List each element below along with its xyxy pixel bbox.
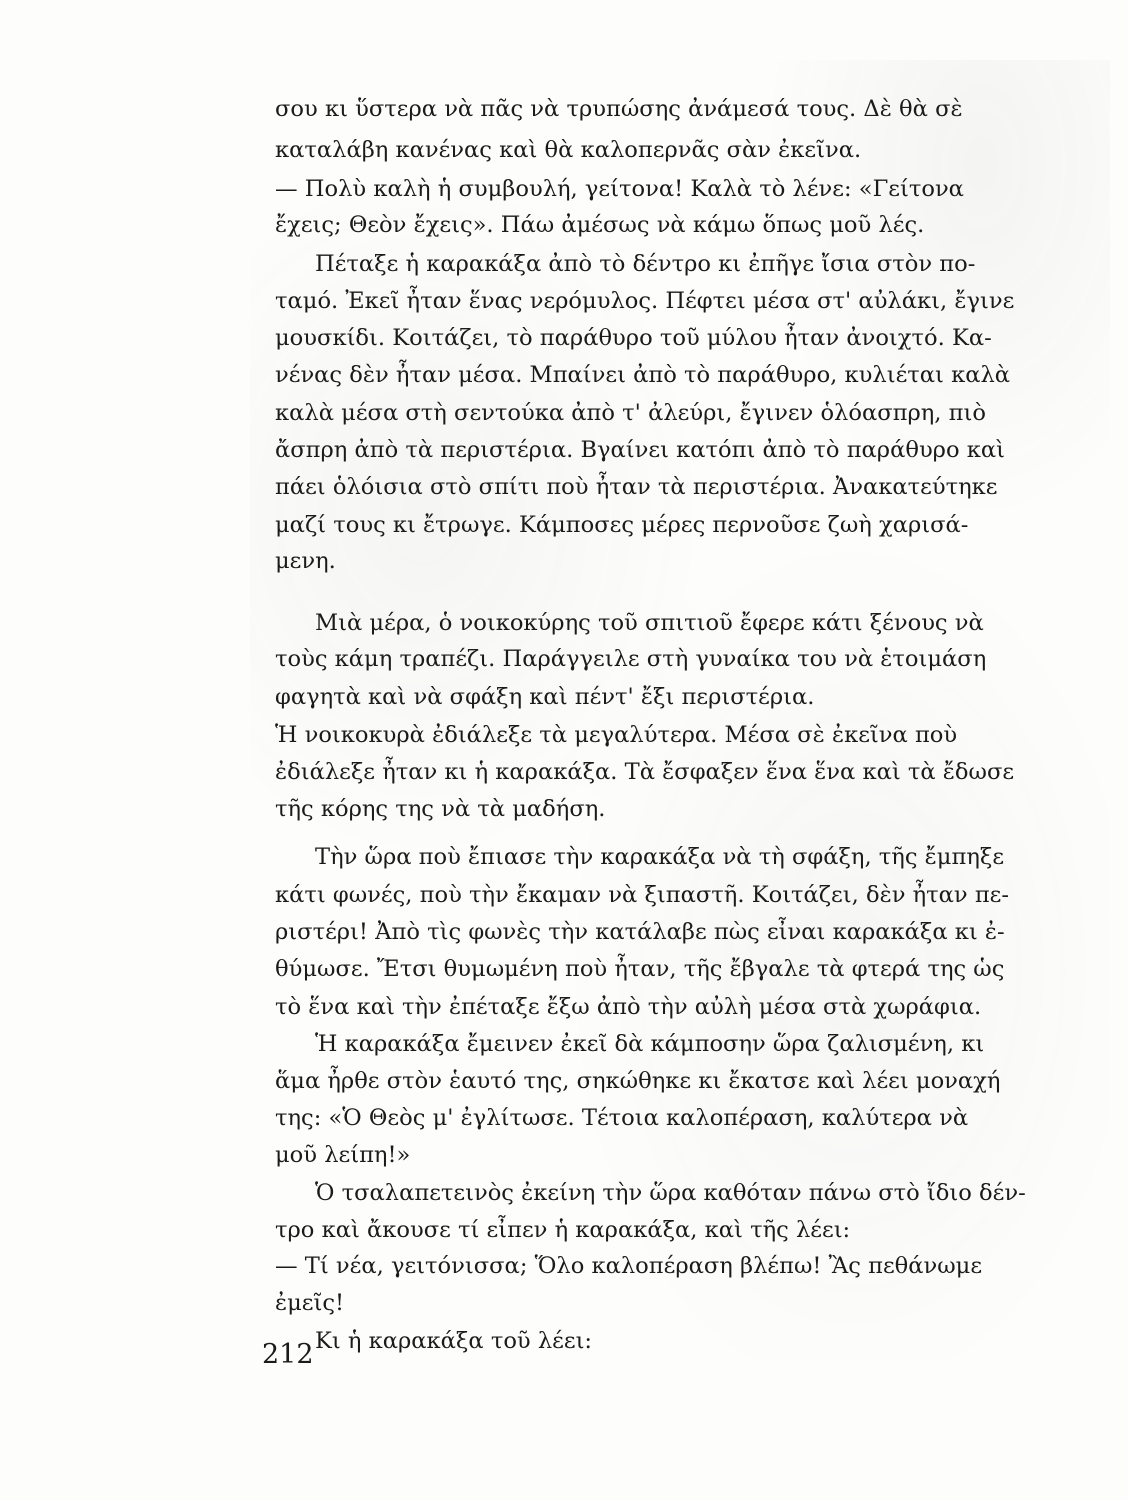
text-line: Μιὰ μέρα, ὁ νοικοκύρης τοῦ σπιτιοῦ ἔφερε κάτι ξένους νὰ xyxy=(315,610,984,636)
text-line: ἅμα ἦρθε στὸν ἑαυτό της, σηκώθηκε κι ἔκατσε καὶ λέει μοναχή xyxy=(275,1068,1001,1094)
text-line: κάτι φωνές, ποὺ τὴν ἔκαμαν νὰ ξιπαστῆ. Κοιτάζει, δὲν ἦταν πε- xyxy=(275,882,1010,908)
text-line: τὸ ἕνα καὶ τὴν ἐπέταξε ἔξω ἀπὸ τὴν αὐλὴ μέσα στὰ χωράφια. xyxy=(275,994,982,1020)
text-line: της: «Ὁ Θεὸς μ' ἐγλίτωσε. Τέτοια καλοπέραση, καλύτερα νὰ xyxy=(275,1105,969,1131)
text-line: Κι ἡ καρακάξα τοῦ λέει: xyxy=(315,1328,593,1354)
text-line: ταμό. Ἐκεῖ ἦταν ἕνας νερόμυλος. Πέφτει μέσα στ' αὐλάκι, ἔγινε xyxy=(275,288,1015,314)
text-line: ἐμεῖς! xyxy=(275,1290,345,1316)
text-line: ριστέρι! Ἀπὸ τὶς φωνὲς τὴν κατάλαβε πὼς εἶναι καρακάξα κι ἐ- xyxy=(275,919,1005,945)
text-line: — Πολὺ καλὴ ἡ συμβουλή, γείτονα! Καλὰ τὸ λένε: «Γείτονα xyxy=(275,176,964,202)
text-line: Ὁ τσαλαπετεινὸς ἐκείνη τὴν ὥρα καθόταν πάνω στὸ ἴδιο δέν- xyxy=(315,1180,1026,1206)
text-line: ἐδιάλεξε ἦταν κι ἡ καρακάξα. Τὰ ἔσφαξεν ἕνα ἕνα καὶ τὰ ἔδωσε xyxy=(275,759,1015,785)
text-line: φαγητὰ καὶ νὰ σφάξη καὶ πέντ' ἔξι περιστέρια. xyxy=(275,684,815,710)
page-number: 212 xyxy=(262,1339,314,1370)
text-line: — Τί νέα, γειτόνισσα; Ὅλο καλοπέραση βλέπω! Ἂς πεθάνωμε xyxy=(275,1253,983,1279)
text-line: καταλάβη κανένας καὶ θὰ καλοπερνᾶς σὰν ἐκεῖνα. xyxy=(275,137,862,163)
text-line: Τὴν ὥρα ποὺ ἔπιασε τὴν καρακάξα νὰ τὴ σφάξη, τῆς ἔμπηξε xyxy=(315,844,1005,870)
text-line: μοῦ λείπη!» xyxy=(275,1142,411,1168)
text-line: μαζί τους κι ἔτρωγε. Κάμποσες μέρες περνοῦσε ζωὴ χαρισά- xyxy=(275,512,969,538)
text-line: μουσκίδι. Κοιτάζει, τὸ παράθυρο τοῦ μύλου ἦταν ἀνοιχτό. Κα- xyxy=(275,325,992,351)
text-line: θύμωσε. Ἔτσι θυμωμένη ποὺ ἦταν, τῆς ἔβγαλε τὰ φτερά της ὡς xyxy=(275,956,1005,982)
text-line: τρο καὶ ἄκουσε τί εἶπεν ἡ καρακάξα, καὶ τῆς λέει: xyxy=(275,1217,851,1243)
text-line: σου κι ὕστερα νὰ πᾶς νὰ τρυπώσης ἀνάμεσά τους. Δὲ θὰ σὲ xyxy=(275,96,963,122)
text-line: τῆς κόρης της νὰ τὰ μαδήση. xyxy=(275,796,606,822)
text-line: ἄσπρη ἀπὸ τὰ περιστέρια. Βγαίνει κατόπι ἀπὸ τὸ παράθυρο καὶ xyxy=(275,437,1005,463)
text-line: νένας δὲν ἦταν μέσα. Μπαίνει ἀπὸ τὸ παράθυρο, κυλιέται καλὰ xyxy=(275,362,1011,388)
text-line: Ἡ νοικοκυρὰ ἐδιάλεξε τὰ μεγαλύτερα. Μέσα σὲ ἐκεῖνα ποὺ xyxy=(275,722,958,748)
text-line: Πέταξε ἡ καρακάξα ἀπὸ τὸ δέντρο κι ἐπῆγε ἴσια στὸν πο- xyxy=(315,251,976,277)
text-line: πάει ὁλόισια στὸ σπίτι ποὺ ἦταν τὰ περιστέρια. Ἀνακατεύτηκε xyxy=(275,474,998,500)
text-line: Ἡ καρακάξα ἔμεινεν ἐκεῖ δὰ κάμποσην ὥρα ζαλισμένη, κι xyxy=(315,1031,985,1057)
text-line: ἔχεις; Θεὸν ἔχεις». Πάω ἀμέσως νὰ κάμω ὅπως μοῦ λές. xyxy=(275,212,925,238)
text-line: καλὰ μέσα στὴ σεντούκα ἀπὸ τ' ἀλεύρι, ἔγινεν ὁλόασπρη, πιὸ xyxy=(275,400,986,426)
text-line: μενη. xyxy=(275,548,336,574)
text-line: τοὺς κάμη τραπέζι. Παράγγειλε στὴ γυναίκα του νὰ ἑτοιμάση xyxy=(275,646,987,672)
